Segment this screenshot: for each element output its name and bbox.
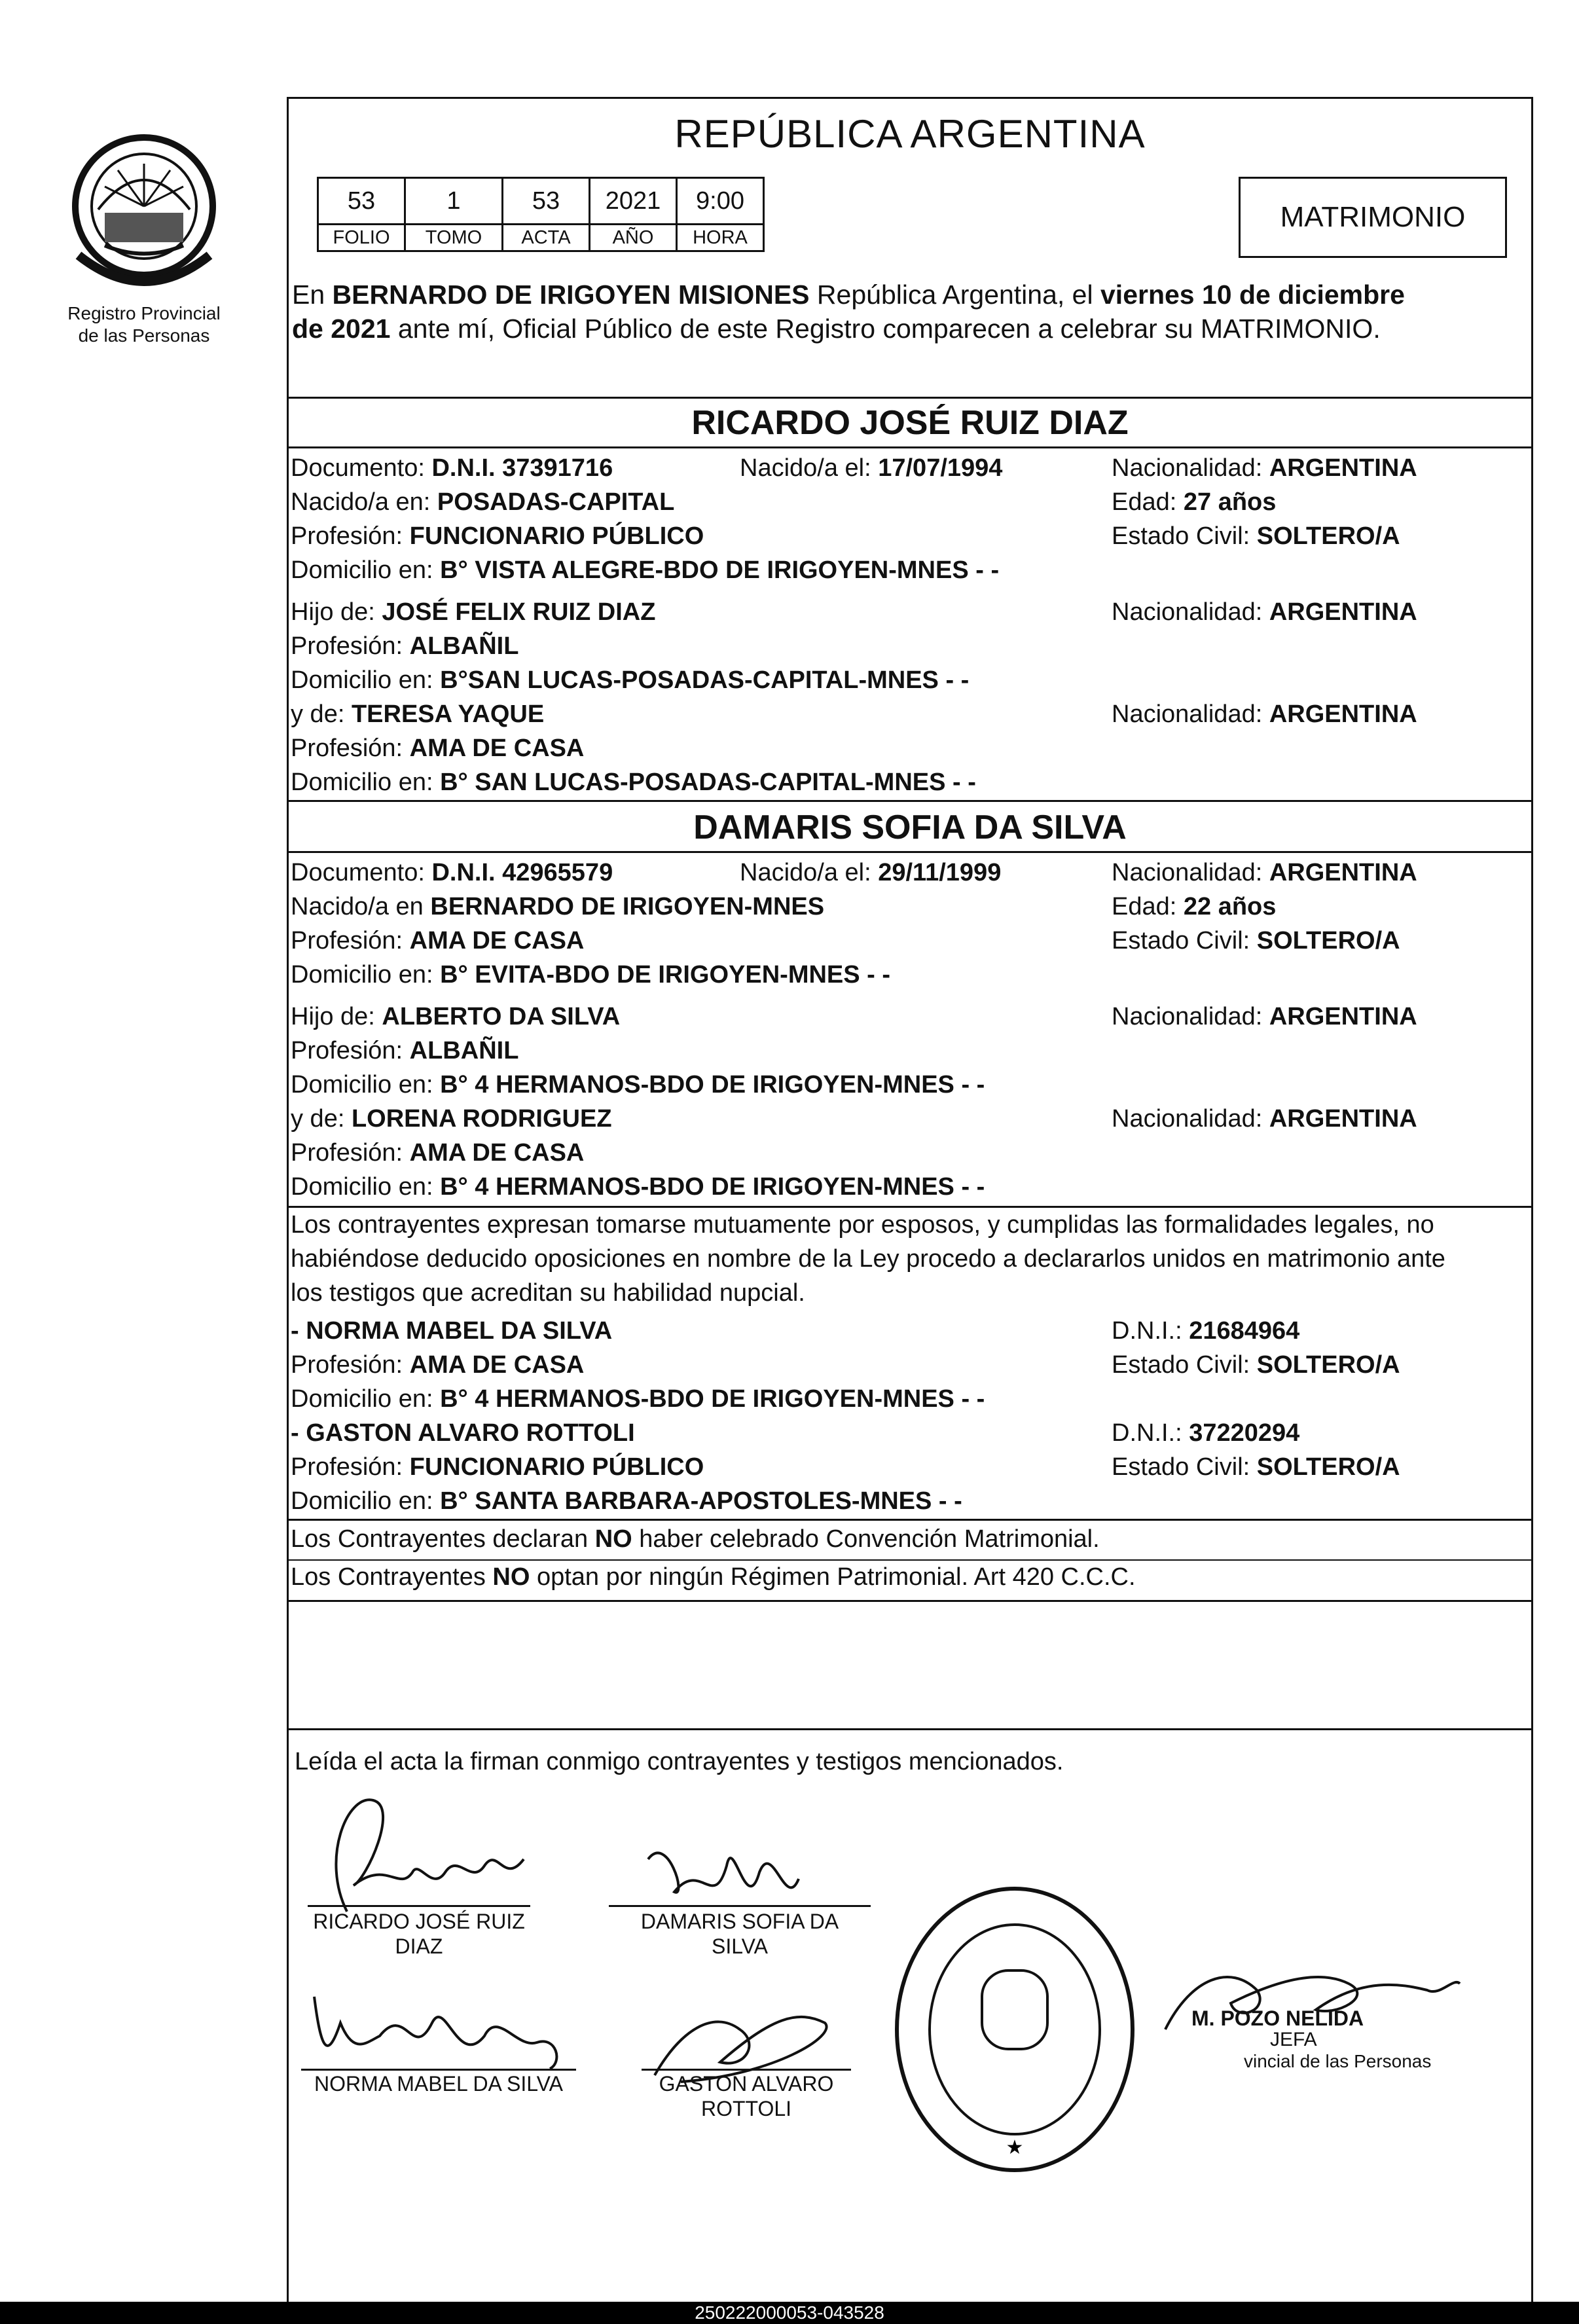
label: Domicilio en: [291, 769, 441, 796]
spouse1-father [291, 597, 655, 627]
province-seal-logo [65, 124, 223, 301]
text: optan por ningún Régimen Patrimonial. Art 420 C.C.C. [530, 1563, 1136, 1591]
label: Nacionalidad: [1112, 598, 1269, 626]
label: Domicilio en: [291, 1385, 441, 1413]
label: Estado Civil: [1112, 1351, 1257, 1379]
label: Nacido/a en [291, 893, 431, 920]
intro-year: de 2021 [292, 314, 391, 344]
spouse1-name: RICARDO JOSÉ RUIZ DIAZ [691, 404, 1129, 442]
year-value: 2021 [590, 178, 677, 225]
spouse1-profession [291, 521, 704, 551]
intro-line2 [292, 312, 1381, 346]
spouse2-profession [291, 926, 584, 956]
signature-name: SILVA [712, 1934, 768, 1958]
value: D.N.I. 42965579 [431, 859, 613, 886]
folio-label: FOLIO [318, 225, 405, 251]
label: Profesión: [291, 927, 410, 954]
registry-caption-line2: de las Personas [78, 325, 210, 346]
country-title: REPÚBLICA ARGENTINA [674, 112, 1146, 156]
value: FUNCIONARIO PÚBLICO [409, 522, 704, 550]
label: Domicilio en: [291, 1487, 441, 1515]
divider [287, 1728, 1533, 1730]
intro-line1 [292, 278, 1405, 312]
act-type-box: MATRIMONIO [1239, 177, 1507, 258]
value: SOLTERO/A [1256, 927, 1400, 954]
value: 29/11/1999 [878, 859, 1002, 886]
value: 27 años [1183, 488, 1277, 516]
label: Profesión: [291, 1139, 410, 1167]
value: ARGENTINA [1269, 700, 1417, 728]
spouse2-father [291, 1002, 620, 1032]
value: B° SANTA BARBARA-APOSTOLES-MNES - - [440, 1487, 962, 1515]
divider [287, 800, 1533, 802]
spouse1-father-profession [291, 631, 518, 661]
value: FUNCIONARIO PÚBLICO [409, 1453, 704, 1481]
signature-line [642, 2069, 851, 2071]
spouse2-birthdate [740, 858, 1001, 888]
label: Nacido/a en: [291, 488, 437, 516]
spouse1-civil-status [1112, 521, 1400, 551]
witness1-address [291, 1384, 985, 1414]
official-stamp [884, 1879, 1146, 2180]
value: AMA DE CASA [409, 927, 585, 954]
label: Nacionalidad: [1112, 1003, 1269, 1030]
folio-value: 53 [318, 178, 405, 225]
regime-line2 [291, 1562, 1136, 1592]
signature-line [301, 2069, 576, 2071]
official-title: JEFA [1270, 2029, 1317, 2050]
label: Domicilio en: [291, 666, 441, 694]
declaration-line1: Los contrayentes expresan tomarse mutuamente por esposos, y cumplidas las formalidades legales, no [291, 1211, 1434, 1239]
intro-text: ante mí, Oficial Público de este Registro comparecen a celebrar su MATRIMONIO. [390, 314, 1381, 344]
label: Estado Civil: [1112, 1453, 1257, 1481]
spouse2-address [291, 960, 890, 990]
divider [287, 1519, 1533, 1521]
spouse2-mother-nationality [1112, 1104, 1417, 1134]
spouse2-birthplace [291, 892, 824, 922]
value: ARGENTINA [1269, 859, 1417, 886]
value: ARGENTINA [1269, 454, 1417, 482]
divider [287, 1559, 1533, 1561]
spouse1-father-address [291, 665, 969, 695]
value: AMA DE CASA [409, 1139, 585, 1167]
acta-label: ACTA [503, 225, 590, 251]
signature-label-witness2 [628, 2071, 864, 2121]
value: ARGENTINA [1269, 1105, 1417, 1133]
label: Documento: [291, 454, 432, 482]
value: ARGENTINA [1269, 598, 1417, 626]
spouse1-nationality [1112, 453, 1417, 483]
label: Domicilio en: [291, 1071, 441, 1098]
spouse1-mother-nationality [1112, 699, 1417, 729]
spouse1-age [1112, 487, 1276, 517]
text: haber celebrado Convención Matrimonial. [632, 1525, 1100, 1553]
signature-name: NORMA MABEL DA SILVA [314, 2072, 563, 2096]
document-code: 250222000053-043528 [695, 2302, 884, 2323]
intro-date: viernes 10 de diciembre [1100, 280, 1405, 310]
signature-label-witness1 [301, 2071, 576, 2096]
text: NO [594, 1525, 632, 1553]
label: Domicilio en: [291, 961, 441, 989]
witness1-civil-status [1112, 1350, 1400, 1380]
label: Profesión: [291, 632, 410, 660]
value: JOSÉ FELIX RUIZ DIAZ [382, 598, 656, 626]
spouse1-document [291, 453, 613, 483]
hour-label: HORA [677, 225, 764, 251]
registry-caption [39, 302, 249, 347]
label: Profesión: [291, 522, 410, 550]
label: Nacionalidad: [1112, 1105, 1269, 1133]
closing-statement: Leída el acta la firman conmigo contrayentes y testigos mencionados. [295, 1748, 1064, 1775]
label: Nacionalidad: [1112, 859, 1269, 886]
divider [287, 1206, 1533, 1208]
value: LORENA RODRIGUEZ [351, 1105, 612, 1133]
signature-spouse1 [308, 1781, 556, 1925]
witness1-name: - NORMA MABEL DA SILVA [291, 1317, 613, 1345]
label: Estado Civil: [1112, 927, 1257, 954]
signature-label-spouse2 [609, 1909, 871, 1959]
label: y de: [291, 700, 352, 728]
spouse1-mother-profession [291, 733, 584, 763]
label: D.N.I.: [1112, 1419, 1189, 1447]
signature-line [609, 1905, 871, 1907]
signature-label-spouse1 [308, 1909, 530, 1959]
label: Edad: [1112, 488, 1184, 516]
tomo-label: TOMO [405, 225, 503, 251]
signature-name: DIAZ [395, 1934, 443, 1958]
signature-witness1 [301, 1984, 576, 2082]
spouse2-mother-profession [291, 1138, 584, 1168]
spouse1-birthdate [740, 453, 1002, 483]
official-name: M. POZO NELIDA [1191, 2006, 1364, 2030]
spouse2-age [1112, 892, 1276, 922]
divider [287, 446, 1533, 448]
label: Profesión: [291, 1037, 410, 1064]
label: Domicilio en: [291, 556, 441, 584]
value: AMA DE CASA [409, 735, 585, 762]
value: B° SAN LUCAS-POSADAS-CAPITAL-MNES - - [440, 769, 976, 796]
spouse2-father-address [291, 1070, 985, 1100]
signature-name: RICARDO JOSÉ RUIZ [313, 1910, 525, 1933]
value: POSADAS-CAPITAL [437, 488, 675, 516]
spouse1-address [291, 555, 999, 585]
value: B°SAN LUCAS-POSADAS-CAPITAL-MNES - - [440, 666, 970, 694]
label: Estado Civil: [1112, 522, 1257, 550]
label: Profesión: [291, 1351, 410, 1379]
svg-text:★: ★ [1006, 2137, 1024, 2158]
label: Nacionalidad: [1112, 454, 1269, 482]
spouse2-father-nationality [1112, 1002, 1417, 1032]
value: TERESA YAQUE [351, 700, 545, 728]
label: Profesión: [291, 1453, 410, 1481]
text: Los Contrayentes declaran [291, 1525, 595, 1553]
spouse2-mother-address [291, 1172, 985, 1202]
value: 22 años [1183, 893, 1277, 920]
witness2-profession [291, 1452, 704, 1482]
tomo-value: 1 [405, 178, 503, 225]
spouse2-mother [291, 1104, 612, 1134]
witness2-dni [1112, 1418, 1299, 1448]
value: SOLTERO/A [1256, 522, 1400, 550]
signature-name: DAMARIS SOFIA DA [640, 1910, 839, 1933]
label: Nacido/a el: [740, 859, 879, 886]
declaration-line2: habiéndose deducido oposiciones en nombre de la Ley procedo a declararlos unidos en matrimonio ante [291, 1245, 1445, 1273]
value: 21684964 [1189, 1317, 1300, 1345]
intro-text: República Argentina, el [809, 280, 1100, 310]
official-organization: vincial de las Personas [1244, 2051, 1432, 2071]
value: B° 4 HERMANOS-BDO DE IRIGOYEN-MNES - - [440, 1173, 985, 1201]
divider [287, 397, 1533, 399]
divider [287, 851, 1533, 853]
witness2-address [291, 1486, 962, 1516]
value: 37220294 [1189, 1419, 1300, 1447]
label: Profesión: [291, 735, 410, 762]
spouse2-name: DAMARIS SOFIA DA SILVA [693, 808, 1127, 846]
value: D.N.I. 37391716 [431, 454, 613, 482]
value: SOLTERO/A [1256, 1453, 1400, 1481]
value: ALBAÑIL [409, 632, 519, 660]
regime-line1 [291, 1524, 1100, 1554]
hour-value: 9:00 [677, 178, 764, 225]
spouse1-father-nationality [1112, 597, 1417, 627]
value: ALBAÑIL [409, 1037, 519, 1064]
label: Documento: [291, 859, 432, 886]
value: AMA DE CASA [409, 1351, 585, 1379]
value: 17/07/1994 [878, 454, 1003, 482]
spouse2-father-profession [291, 1036, 518, 1066]
divider [287, 1600, 1533, 1602]
declaration-line3: los testigos que acreditan su habilidad nupcial. [291, 1279, 805, 1307]
value: B° VISTA ALEGRE-BDO DE IRIGOYEN-MNES - - [440, 556, 1000, 584]
value: SOLTERO/A [1256, 1351, 1400, 1379]
intro-text: En [292, 280, 333, 310]
label: y de: [291, 1105, 352, 1133]
signature-line [308, 1905, 530, 1907]
value: ARGENTINA [1269, 1003, 1417, 1030]
label: Nacionalidad: [1112, 700, 1269, 728]
text: Los Contrayentes [291, 1563, 493, 1591]
spouse2-civil-status [1112, 926, 1400, 956]
acta-value: 53 [503, 178, 590, 225]
registry-caption-line1: Registro Provincial [67, 303, 221, 323]
spouse1-mother-address [291, 767, 976, 797]
spouse1-mother [291, 699, 544, 729]
spouse1-birthplace [291, 487, 674, 517]
signature-name: GASTON ALVARO [659, 2072, 834, 2096]
witness2-civil-status [1112, 1452, 1400, 1482]
text: NO [492, 1563, 530, 1591]
registry-table [317, 177, 765, 252]
spouse2-nationality [1112, 858, 1417, 888]
label: Hijo de: [291, 598, 382, 626]
spouse2-document [291, 858, 613, 888]
year-label: AÑO [590, 225, 677, 251]
label: Domicilio en: [291, 1173, 441, 1201]
label: Edad: [1112, 893, 1184, 920]
witness1-profession [291, 1350, 584, 1380]
value: BERNARDO DE IRIGOYEN-MNES [430, 893, 825, 920]
witness2-name: - GASTON ALVARO ROTTOLI [291, 1419, 635, 1447]
value: ALBERTO DA SILVA [382, 1003, 621, 1030]
label: Hijo de: [291, 1003, 382, 1030]
witness1-dni [1112, 1316, 1299, 1346]
label: Nacido/a el: [740, 454, 879, 482]
value: B° 4 HERMANOS-BDO DE IRIGOYEN-MNES - - [440, 1385, 985, 1413]
signature-name: ROTTOLI [700, 2097, 792, 2120]
label: D.N.I.: [1112, 1317, 1189, 1345]
value: B° EVITA-BDO DE IRIGOYEN-MNES - - [440, 961, 891, 989]
value: B° 4 HERMANOS-BDO DE IRIGOYEN-MNES - - [440, 1071, 985, 1098]
intro-place: BERNARDO DE IRIGOYEN MISIONES [332, 280, 810, 310]
